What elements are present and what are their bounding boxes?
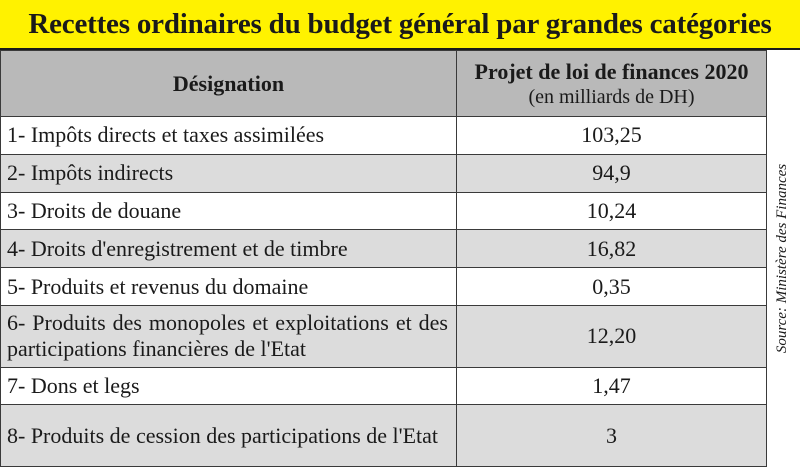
row-label: 8- Produits de cession des participations de l'Etat — [1, 405, 457, 467]
revenue-table — [0, 50, 767, 467]
row-label: 6- Produits des monopoles et exploitations et des participations financières de l'Etat — [1, 305, 457, 367]
table-row — [1, 230, 767, 268]
amount-header-title: Projet de loi de finances 2020 — [474, 58, 749, 84]
row-label: 4- Droits d'enregistrement et de timbre — [1, 230, 457, 268]
row-value: 3 — [457, 405, 767, 467]
table-row — [1, 192, 767, 230]
amount-header-unit: (en milliards de DH) — [528, 85, 695, 108]
table-row — [1, 268, 767, 306]
row-value: 16,82 — [457, 230, 767, 268]
table-row — [1, 305, 767, 367]
row-value: 1,47 — [457, 367, 767, 405]
row-label: 1- Impôts directs et taxes assimilées — [1, 117, 457, 155]
amount-header — [457, 51, 767, 117]
designation-header: Désignation — [1, 51, 457, 117]
source-note — [766, 50, 800, 467]
table-row — [1, 117, 767, 155]
row-label: 5- Produits et revenus du domaine — [1, 268, 457, 306]
row-value: 12,20 — [457, 305, 767, 367]
row-label: 3- Droits de douane — [1, 192, 457, 230]
row-value: 94,9 — [457, 154, 767, 192]
table-row — [1, 154, 767, 192]
source-text: Source: Ministère des Finances — [774, 163, 791, 354]
row-label: 7- Dons et legs — [1, 367, 457, 405]
table-row — [1, 405, 767, 467]
row-value: 10,24 — [457, 192, 767, 230]
table-row — [1, 367, 767, 405]
table-header-row — [1, 51, 767, 117]
row-value: 103,25 — [457, 117, 767, 155]
title-banner — [0, 0, 800, 50]
page-title: Recettes ordinaires du budget général par grandes catégories — [28, 7, 772, 40]
row-value: 0,35 — [457, 268, 767, 306]
row-label: 2- Impôts indirects — [1, 154, 457, 192]
